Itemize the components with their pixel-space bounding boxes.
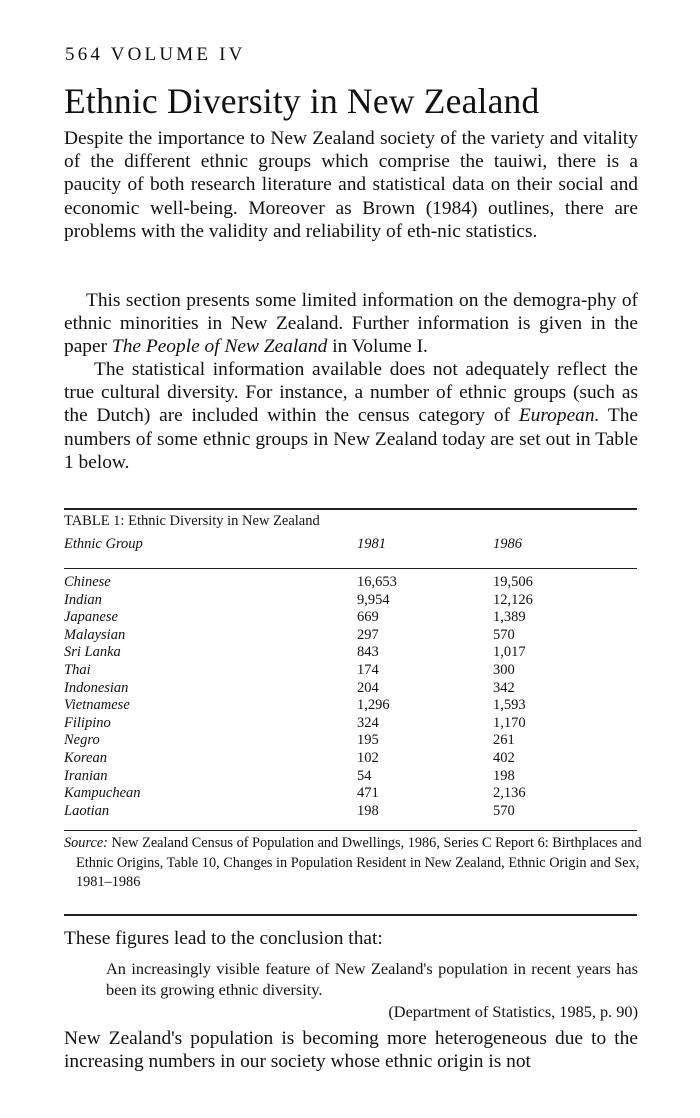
table-row bbox=[0, 609, 700, 627]
value-1986-cell: 19,506 bbox=[493, 574, 533, 590]
paragraph-text: This section presents some limited information on the demogra-phy of ethnic minorities in New Zealand. Further information is given in the paper bbox=[64, 290, 638, 358]
table-footer-rule bbox=[64, 830, 637, 831]
table-header-rule bbox=[64, 568, 637, 569]
paragraph-text: The statistical information available does not adequately reflect the true cultural diversity. For instance, a number of ethnic groups (such as the Dutch) are included within the census category of bbox=[64, 359, 638, 427]
value-1986-cell: 402 bbox=[493, 749, 515, 766]
table-row bbox=[0, 803, 700, 821]
table-source-note bbox=[64, 834, 648, 893]
table-row bbox=[0, 697, 700, 715]
ethnic-group-cell: Indian bbox=[64, 591, 102, 608]
value-1981-cell: 324 bbox=[357, 714, 379, 731]
value-1986-cell: 570 bbox=[493, 626, 515, 643]
paragraph-text: The numbers of some ethnic groups in New Zealand today are set out in Table 1 below. bbox=[64, 405, 638, 473]
source-label: Source: bbox=[64, 835, 108, 851]
column-header-1981: 1981 bbox=[357, 536, 386, 552]
ethnic-group-cell: Negro bbox=[64, 732, 100, 749]
column-header-ethnic-group: Ethnic Group bbox=[64, 536, 143, 552]
ethnic-group-cell: Malaysian bbox=[64, 626, 126, 643]
value-1986-cell: 261 bbox=[493, 732, 515, 749]
value-1981-cell: 471 bbox=[357, 785, 379, 802]
value-1981-cell: 9,954 bbox=[357, 591, 390, 608]
value-1986-cell: 198 bbox=[493, 767, 515, 784]
paragraph-text: in Volume I. bbox=[327, 336, 428, 358]
table-row bbox=[0, 592, 700, 610]
value-1981-cell: 102 bbox=[357, 749, 379, 766]
value-1986-cell: 1,170 bbox=[493, 714, 526, 731]
paragraph-section-scope bbox=[64, 289, 638, 359]
column-header-1986: 1986 bbox=[493, 536, 522, 552]
value-1981-cell: 174 bbox=[357, 661, 379, 678]
paragraph-conclusion-lead: These figures lead to the conclusion that: bbox=[64, 928, 383, 949]
source-text: New Zealand Census of Population and Dwellings, 1986, Series C Report 6: Birthplaces and Ethnic Origins, Table 10, Changes in Population Resident in New Zealand, Ethnic Origin and Sex, 1981–1986 bbox=[76, 835, 642, 890]
value-1981-cell: 198 bbox=[357, 802, 379, 819]
value-1986-cell: 1,389 bbox=[493, 609, 526, 626]
table-row bbox=[0, 644, 700, 662]
table-row bbox=[0, 732, 700, 750]
value-1981-cell: 843 bbox=[357, 644, 379, 661]
section-title: Ethnic Diversity in New Zealand bbox=[64, 81, 540, 121]
value-1981-cell: 1,296 bbox=[357, 697, 390, 714]
ethnic-group-cell: Thai bbox=[64, 661, 91, 678]
value-1986-cell: 2,136 bbox=[493, 785, 526, 802]
paragraph-heterogeneous: New Zealand's population is becoming more heterogeneous due to the increasing numbers in our society whose ethnic origin is not bbox=[64, 1028, 638, 1073]
value-1981-cell: 16,653 bbox=[357, 574, 397, 590]
table-bottom-rule bbox=[64, 914, 637, 916]
ethnic-group-cell: Sri Lanka bbox=[64, 644, 121, 661]
value-1986-cell: 12,126 bbox=[493, 591, 533, 608]
value-1981-cell: 195 bbox=[357, 732, 379, 749]
value-1981-cell: 669 bbox=[357, 609, 379, 626]
table-body bbox=[0, 574, 700, 820]
table-top-rule bbox=[64, 508, 637, 510]
ethnic-group-cell: Japanese bbox=[64, 609, 118, 626]
table-row bbox=[0, 785, 700, 803]
value-1981-cell: 297 bbox=[357, 626, 379, 643]
block-quote: An increasingly visible feature of New Zealand's population in recent years has been its growing ethnic diversity. bbox=[106, 959, 638, 999]
ethnic-group-cell: Chinese bbox=[64, 574, 111, 590]
paragraph-statistics bbox=[64, 358, 638, 474]
ethnic-group-cell: Vietnamese bbox=[64, 697, 130, 714]
table-row bbox=[0, 750, 700, 768]
value-1986-cell: 342 bbox=[493, 679, 515, 696]
table-row bbox=[0, 715, 700, 733]
value-1986-cell: 1,593 bbox=[493, 697, 526, 714]
table-row bbox=[0, 768, 700, 786]
ethnic-group-cell: Kampuchean bbox=[64, 785, 141, 802]
table-row bbox=[0, 574, 700, 592]
ethnic-group-cell: Laotian bbox=[64, 802, 110, 819]
ethnic-group-cell: Iranian bbox=[64, 767, 108, 784]
table-row bbox=[0, 680, 700, 698]
running-head: 564 VOLUME IV bbox=[65, 44, 246, 65]
quote-citation: (Department of Statistics, 1985, p. 90) bbox=[388, 1002, 638, 1021]
value-1981-cell: 54 bbox=[357, 767, 372, 784]
value-1986-cell: 300 bbox=[493, 661, 515, 678]
emphasis-term: European. bbox=[518, 405, 600, 427]
table-caption: TABLE 1: Ethnic Diversity in New Zealand bbox=[64, 513, 320, 529]
paragraph-intro: Despite the importance to New Zealand society of the variety and vitality of the different ethnic groups which comprise the tauiwi, there is a paucity of both research literature and statistical data on their social and economic well-being. Moreover as Brown (1984) outlines, there are problems with the validity and reliability of eth-nic statistics. bbox=[64, 128, 638, 242]
table-row bbox=[0, 627, 700, 645]
value-1986-cell: 570 bbox=[493, 802, 515, 819]
ethnic-group-cell: Korean bbox=[64, 749, 107, 766]
ethnic-group-cell: Filipino bbox=[64, 714, 111, 731]
book-title: The People of New Zealand bbox=[111, 336, 328, 358]
table-row bbox=[0, 662, 700, 680]
ethnic-group-cell: Indonesian bbox=[64, 679, 129, 696]
value-1981-cell: 204 bbox=[357, 679, 379, 696]
value-1986-cell: 1,017 bbox=[493, 644, 526, 661]
